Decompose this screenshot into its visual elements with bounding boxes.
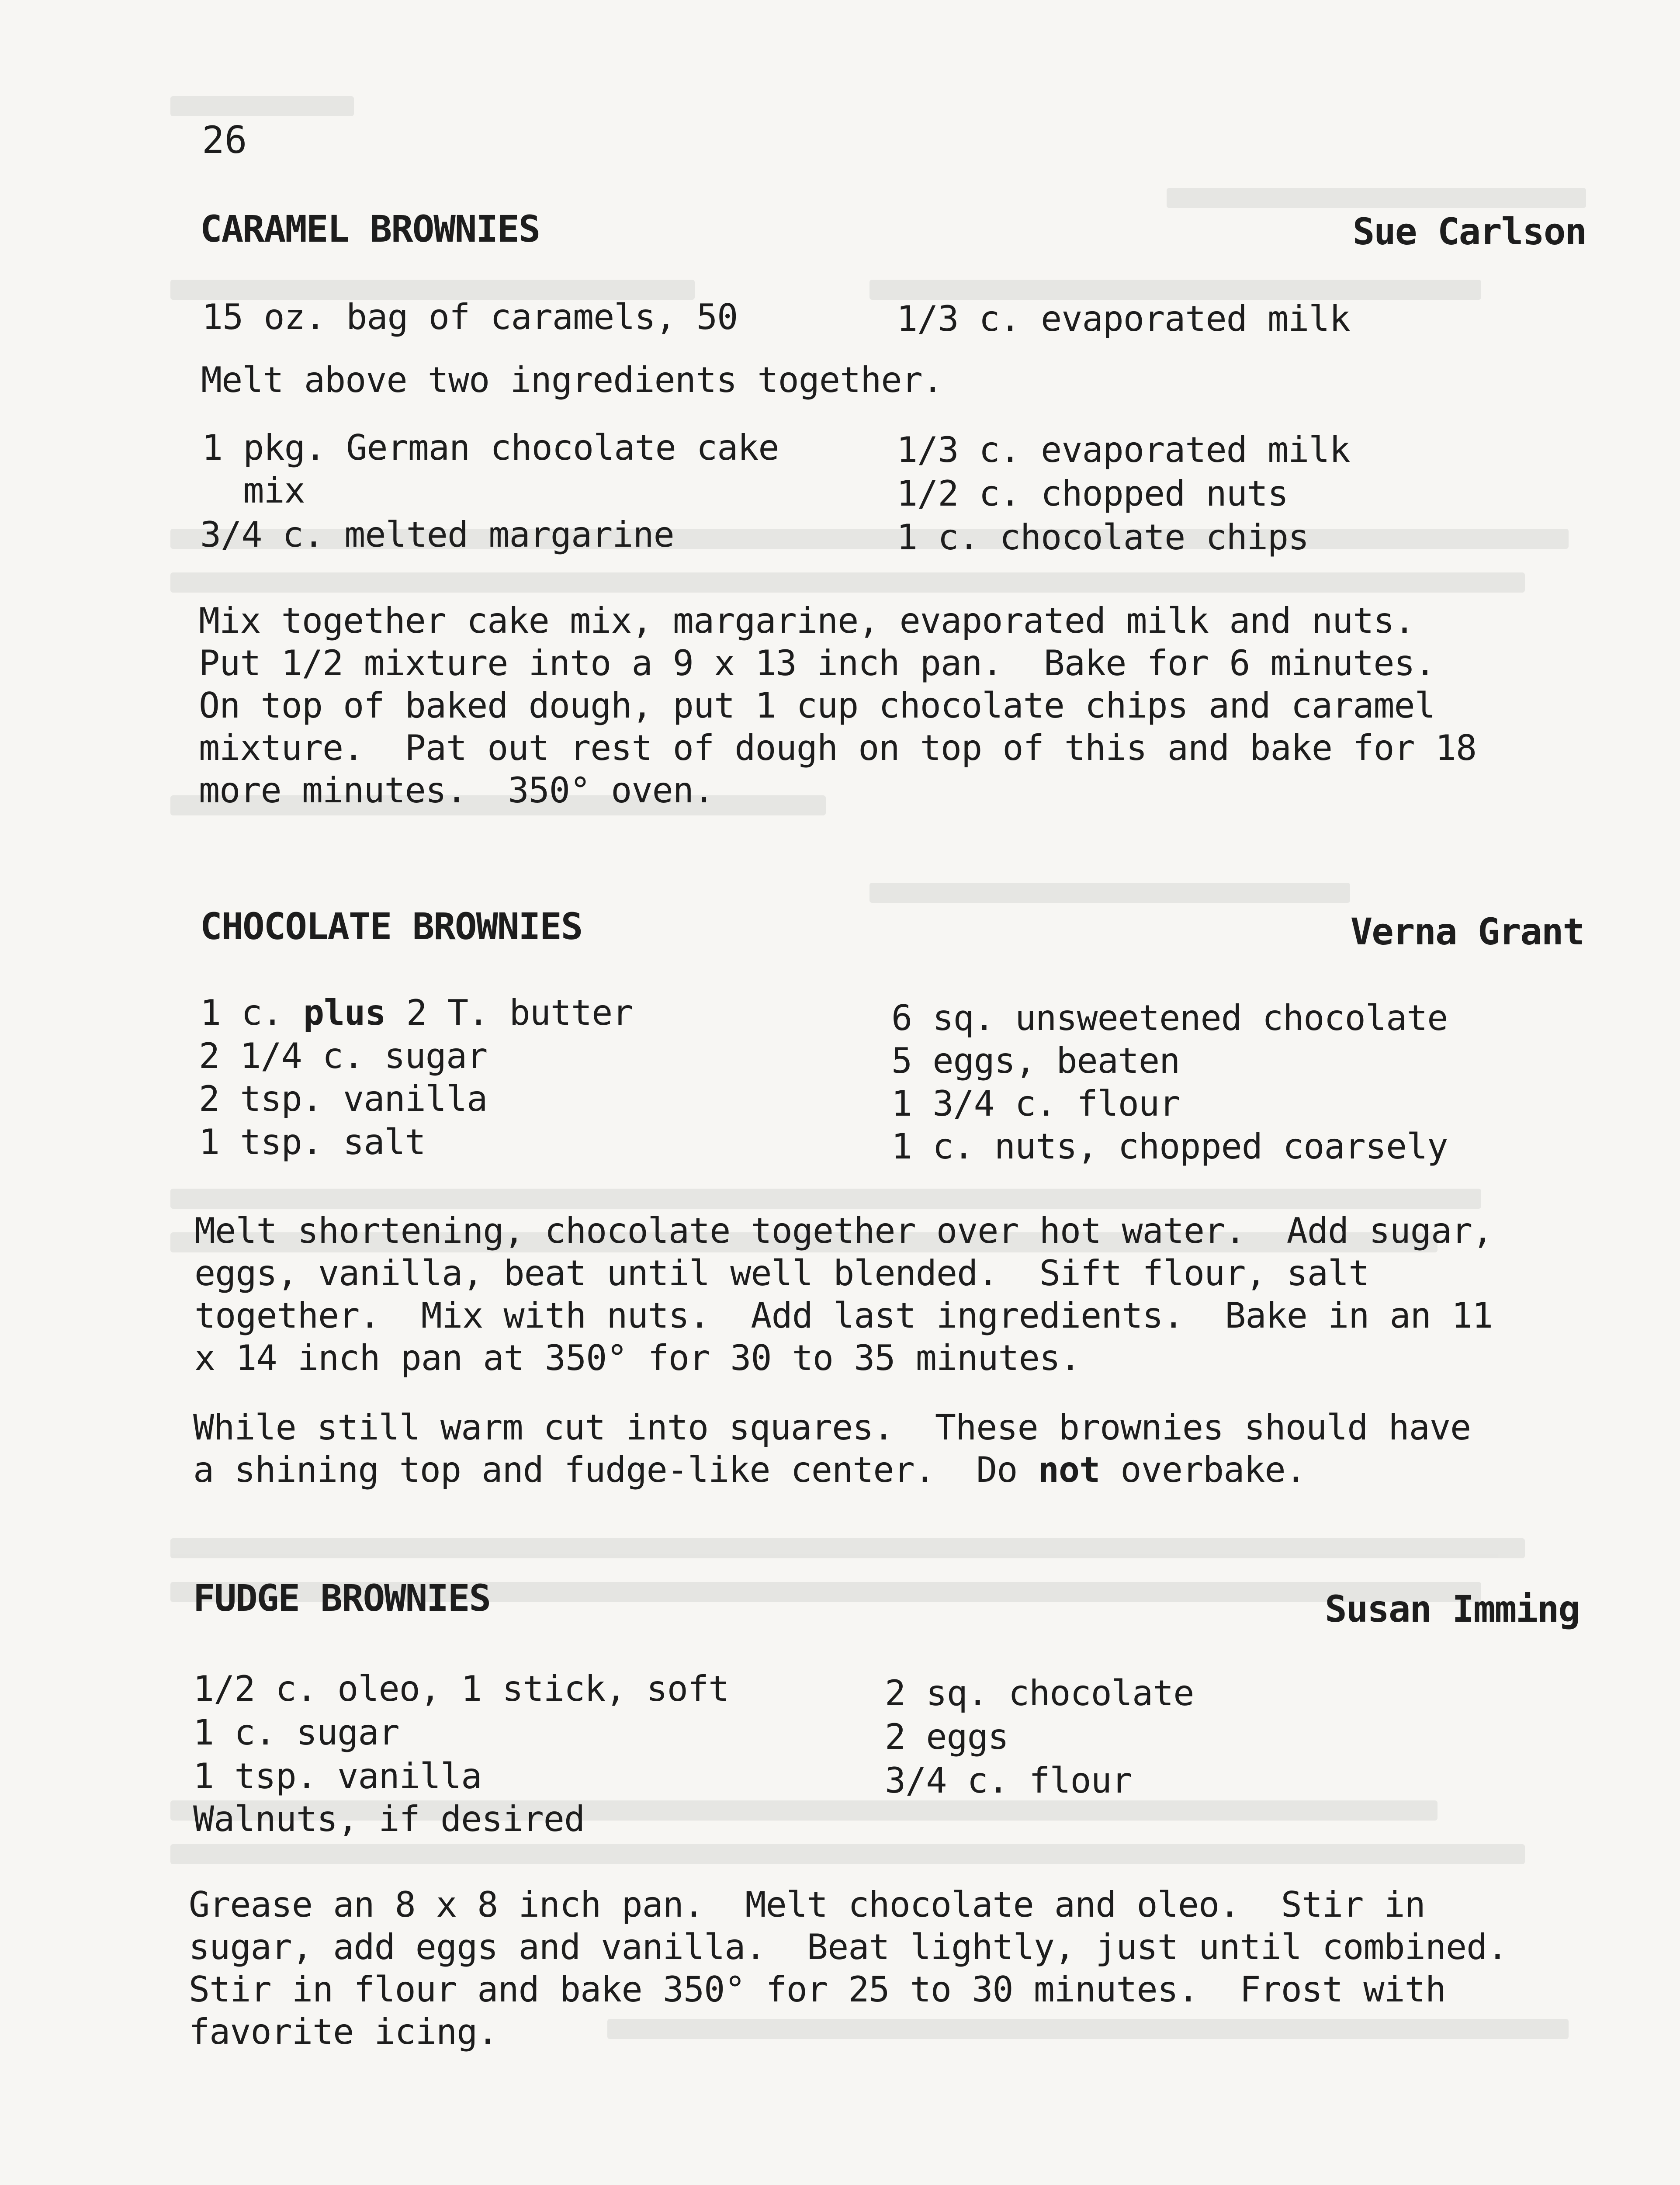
ingredient-item: mix xyxy=(202,470,305,511)
emphasis-text: not xyxy=(1038,1450,1100,1490)
ingredient-item: 1 c. sugar xyxy=(193,1712,399,1753)
recipe-author: Verna Grant xyxy=(1350,910,1584,953)
ingredient-item: 1 pkg. German chocolate cake xyxy=(202,427,779,468)
ingredient-item: 2 eggs xyxy=(885,1717,1008,1757)
recipe-note: Melt above two ingredients together. xyxy=(201,360,943,400)
recipe-directions xyxy=(199,600,1476,812)
ingredient-item: 3/4 c. flour xyxy=(885,1760,1132,1801)
ingredient-item: 6 sq. unsweetened chocolate xyxy=(891,998,1448,1038)
recipe-title: CARAMEL BROWNIES xyxy=(200,208,540,250)
ingredient-item: 1 3/4 c. flour xyxy=(891,1083,1180,1124)
directions-line: eggs, vanilla, beat until well blended. Sift flour, salt xyxy=(194,1253,1369,1294)
ingredient-item: 2 1/4 c. sugar xyxy=(199,1036,488,1076)
recipe-author: Sue Carlson xyxy=(1352,210,1586,253)
ingredient-item: 1/3 c. evaporated milk xyxy=(897,430,1350,470)
directions-line: mixture. Pat out rest of dough on top of this and bake for 18 xyxy=(199,728,1477,768)
ingredient-item: 2 tsp. vanilla xyxy=(199,1079,488,1119)
recipe-directions xyxy=(194,1210,1493,1379)
ingredient-item: 1 c. plus 2 T. butter xyxy=(200,992,633,1033)
recipe-directions-note xyxy=(193,1406,1471,1491)
recipe-title: FUDGE BROWNIES xyxy=(193,1577,491,1620)
directions-line: Put 1/2 mixture into a 9 x 13 inch pan. Bake for 6 minutes. xyxy=(199,643,1435,683)
directions-line: a shining top and fudge-like center. Do not overbake. xyxy=(193,1450,1306,1490)
directions-line: more minutes. 350° oven. xyxy=(199,770,714,811)
directions-line: together. Mix with nuts. Add last ingredients. Bake in an 11 xyxy=(194,1295,1493,1336)
ingredient-item: 1/2 c. oleo, 1 stick, soft xyxy=(193,1668,729,1709)
ingredient-item: 1/2 c. chopped nuts xyxy=(897,473,1289,514)
ingredient-item: 15 oz. bag of caramels, 50 xyxy=(202,297,738,337)
directions-line: On top of baked dough, put 1 cup chocolate chips and caramel xyxy=(199,685,1435,726)
recipe-title: CHOCOLATE BROWNIES xyxy=(200,905,582,948)
ingredient-item: 2 sq. chocolate xyxy=(885,1673,1194,1713)
directions-line: Stir in flour and bake 350° for 25 to 30 minutes. Frost with xyxy=(189,1969,1446,2010)
directions-line: sugar, add eggs and vanilla. Beat lightly, just until combined. xyxy=(189,1927,1508,1967)
ingredient-item: Walnuts, if desired xyxy=(193,1799,585,1839)
recipe-author: Susan Imming xyxy=(1325,1588,1580,1630)
ingredient-item: 1 c. nuts, chopped coarsely xyxy=(891,1126,1448,1167)
directions-line: Melt shortening, chocolate together over hot water. Add sugar, xyxy=(194,1210,1493,1251)
ingredient-item: 3/4 c. melted margarine xyxy=(200,514,674,555)
directions-line: favorite icing. xyxy=(189,2012,498,2052)
ingredient-item: 1 tsp. vanilla xyxy=(193,1756,482,1797)
ingredient-item: 5 eggs, beaten xyxy=(891,1040,1180,1081)
ingredient-item: 1/3 c. evaporated milk xyxy=(897,298,1350,339)
directions-line: Mix together cake mix, margarine, evaporated milk and nuts. xyxy=(199,600,1415,641)
ingredient-item: 1 tsp. salt xyxy=(199,1122,426,1162)
page-number: 26 xyxy=(202,118,247,162)
directions-line: While still warm cut into squares. These brownies should have xyxy=(193,1407,1471,1448)
ingredient-item: 1 c. chocolate chips xyxy=(897,517,1309,558)
recipe-directions xyxy=(189,1883,1508,2053)
directions-line: x 14 inch pan at 350° for 30 to 35 minutes. xyxy=(194,1338,1081,1378)
emphasis-text: plus xyxy=(303,992,386,1033)
directions-line: Grease an 8 x 8 inch pan. Melt chocolate and oleo. Stir in xyxy=(189,1884,1425,1925)
